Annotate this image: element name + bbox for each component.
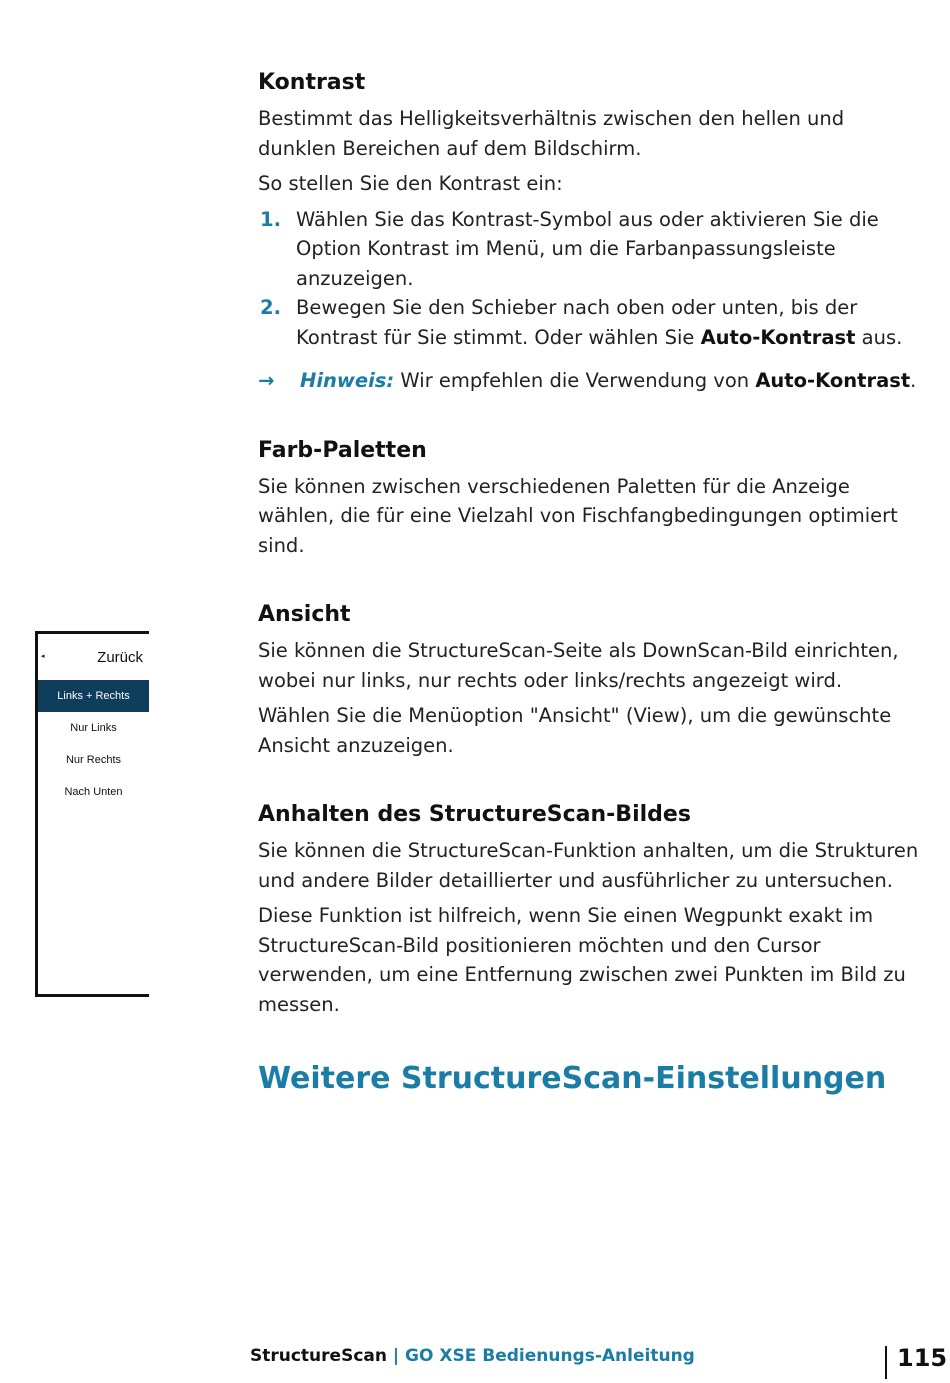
note-text: Wir empfehlen die Verwendung von (394, 369, 756, 392)
page-number-divider (885, 1346, 887, 1379)
pause-paragraph-1: Sie können die StructureScan-Funktion anhalten, um die Strukturen und andere Bilder detaillierter und ausführlicher zu untersuchen. (258, 839, 919, 892)
footer-product: StructureScan (250, 1346, 387, 1366)
note (258, 366, 923, 396)
list-item (258, 205, 923, 294)
step-text-end: aus. (855, 325, 903, 349)
section-kontrast (258, 68, 923, 396)
pause-heading: Anhalten des StructureScan-Bildes (258, 802, 691, 827)
menu-option-links-rechts[interactable]: Links + Rechts (38, 680, 149, 712)
note-bold-term: Auto-Kontrast (755, 369, 911, 392)
section-ansicht (258, 600, 923, 760)
view-menu (35, 631, 149, 997)
list-item (258, 293, 923, 352)
footer-manual: GO XSE Bedienungs-Anleitung (405, 1346, 695, 1366)
kontrast-steps (258, 205, 923, 353)
view-paragraph-2: Wählen Sie die Menüoption "Ansicht" (View), um die gewünschte Ansicht anzuzeigen. (258, 704, 892, 757)
pause-paragraph-2: Diese Funktion ist hilfreich, wenn Sie einen Wegpunkt exakt im StructureScan-Bild positionieren möchten und den Cursor verwenden, um eine Entfernung zwischen zwei Punkten im Bild zu messen. (258, 904, 906, 1016)
step-text: Wählen Sie das Kontrast-Symbol aus oder aktivieren Sie die Option Kontrast im Menü, um die Farbanpassungsleiste anzuzeigen. (296, 207, 879, 290)
menu-option-nach-unten[interactable]: Nach Unten (64, 786, 123, 798)
kontrast-heading: Kontrast (258, 70, 366, 95)
footer-separator: | (386, 1346, 406, 1366)
page-number: 115 (897, 1344, 948, 1372)
step-bold-term: Auto-Kontrast (700, 325, 856, 349)
kontrast-intro: So stellen Sie den Kontrast ein: (258, 172, 563, 195)
view-heading: Ansicht (258, 602, 351, 627)
step-text: Bewegen Sie den Schieber nach oben oder unten, bis der Kontrast für Sie stimmt. Oder wählen Sie (296, 296, 858, 349)
note-label: Hinweis: (300, 369, 395, 392)
section-anhalten (258, 800, 923, 1019)
kontrast-description: Bestimmt das Helligkeitsverhältnis zwischen den hellen und dunklen Bereichen auf dem Bildschirm. (258, 107, 845, 160)
arrow-right-icon: → (258, 369, 275, 392)
more-settings-heading: Weitere StructureScan-Einstellungen (258, 1061, 887, 1096)
page-content (258, 68, 923, 1099)
footer (250, 1346, 695, 1366)
step-number: 1. (260, 207, 281, 231)
back-button[interactable] (38, 634, 149, 680)
palettes-heading: Farb-Paletten (258, 437, 427, 463)
note-end: . (910, 369, 917, 392)
back-arrow-icon: ◂ (41, 653, 45, 660)
menu-option-nur-rechts[interactable]: Nur Rechts (65, 754, 122, 766)
step-number: 2. (260, 296, 281, 319)
section-farb-paletten (258, 436, 923, 561)
back-label: Zurück (97, 649, 143, 666)
view-paragraph-1: Sie können die StructureScan-Seite als DownScan-Bild einrichten, wobei nur links, nur rechts oder links/rechts angezeigt wird. (258, 639, 899, 692)
palettes-description: Sie können zwischen verschiedenen Paletten für die Anzeige wählen, die für eine Vielzahl von Fischfangbedingungen optimiert sind. (258, 474, 898, 557)
menu-option-nur-links[interactable]: Nur Links (70, 722, 117, 734)
